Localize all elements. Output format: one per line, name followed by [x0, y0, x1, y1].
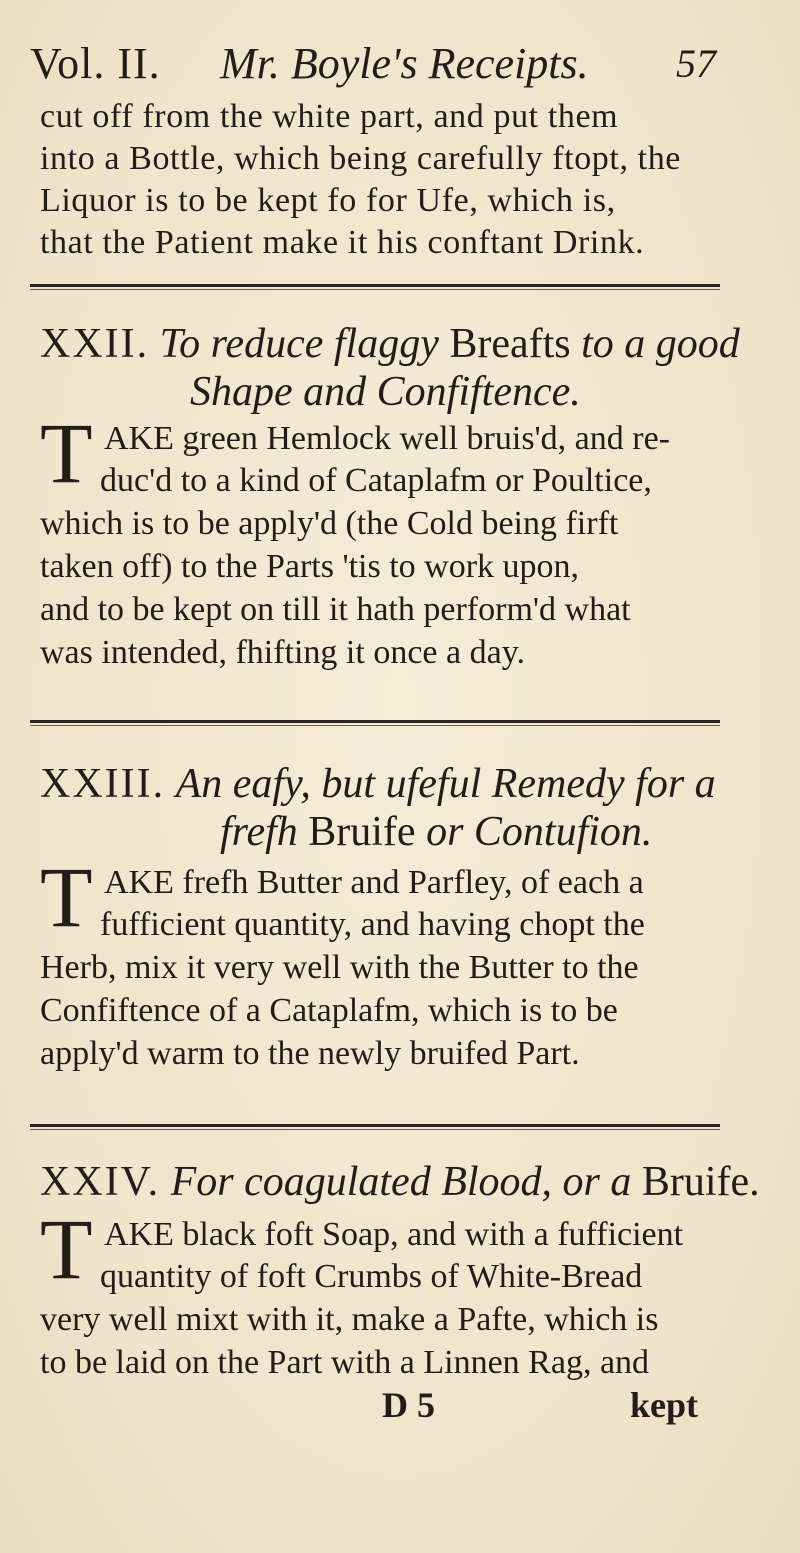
- heading-text: frefh: [220, 809, 298, 855]
- section-number: XXIV.: [40, 1159, 161, 1205]
- paragraph-first-line: AKE frefh Butter and Parfley, of each a: [104, 864, 644, 901]
- paragraph-line: Confiftence of a Cataplafm, which is to be: [40, 992, 618, 1029]
- section-divider: [30, 720, 720, 723]
- intro-paragraph: [40, 96, 720, 264]
- heading-subline: [40, 808, 720, 856]
- heading-text: Breafts: [449, 321, 571, 367]
- section-heading: [40, 320, 740, 416]
- drop-cap: T: [40, 849, 93, 945]
- running-header: [30, 38, 716, 88]
- signature-mark: D 5: [382, 1385, 435, 1425]
- page-number: 57: [676, 41, 716, 86]
- paragraph-line: to be laid on the Part with a Linnen Rag, and: [40, 1344, 650, 1381]
- intro-line: cut off from the white part, and put them: [40, 98, 619, 135]
- heading-text: or Contufion.: [426, 809, 653, 855]
- running-title: Mr. Boyle's Receipts.: [220, 39, 589, 88]
- section-heading: [40, 760, 720, 856]
- heading-subline: Shape and Confiftence.: [190, 369, 581, 415]
- paragraph-line: which is to be apply'd (the Cold being firft: [40, 505, 619, 542]
- intro-line: that the Patient make it his conftant Drink.: [40, 224, 645, 261]
- heading-text: For coagulated Blood, or a: [170, 1159, 632, 1205]
- paragraph-first-line: AKE green Hemlock well bruis'd, and re-: [104, 420, 670, 457]
- paragraph-line: fufficient quantity, and having chopt the: [100, 906, 645, 943]
- paragraph-line: quantity of foft Crumbs of White-Bread: [100, 1258, 643, 1295]
- paragraph-line: very well mixt with it, make a Pafte, which is: [40, 1301, 659, 1338]
- heading-text: Bruife.: [641, 1159, 760, 1205]
- section-number: XXIII.: [40, 761, 166, 807]
- section-divider: [30, 1124, 720, 1127]
- section-heading: [40, 1158, 760, 1206]
- intro-line: Liquor is to be kept fo for Ufe, which is,: [40, 182, 616, 219]
- drop-cap: T: [40, 1201, 93, 1297]
- volume-label: Vol. II.: [30, 39, 161, 88]
- paragraph-line: taken off) to the Parts 'tis to work upon,: [40, 548, 580, 585]
- paragraph-first-line: AKE black foft Soap, and with a fufficient: [104, 1216, 684, 1253]
- section-divider: [30, 284, 720, 287]
- paragraph-line: and to be kept on till it hath perform'd what: [40, 591, 631, 628]
- drop-cap: T: [40, 405, 93, 501]
- paragraph-line: apply'd warm to the newly bruifed Part.: [40, 1035, 580, 1072]
- section-number: XXII.: [40, 321, 150, 367]
- paragraph-line: Herb, mix it very well with the Butter to the: [40, 949, 639, 986]
- heading-text: An eafy, but ufeful Remedy for a: [175, 761, 716, 807]
- heading-text: Bruife: [308, 809, 416, 855]
- heading-text: to a good: [581, 321, 740, 367]
- paragraph-line: duc'd to a kind of Cataplafm or Poultice,: [100, 462, 652, 499]
- heading-text: To reduce flaggy: [159, 321, 439, 367]
- paragraph-line: was intended, fhifting it once a day.: [40, 634, 525, 671]
- intro-line: into a Bottle, which being carefully ftopt, the: [40, 140, 681, 177]
- catchword: kept: [630, 1385, 699, 1425]
